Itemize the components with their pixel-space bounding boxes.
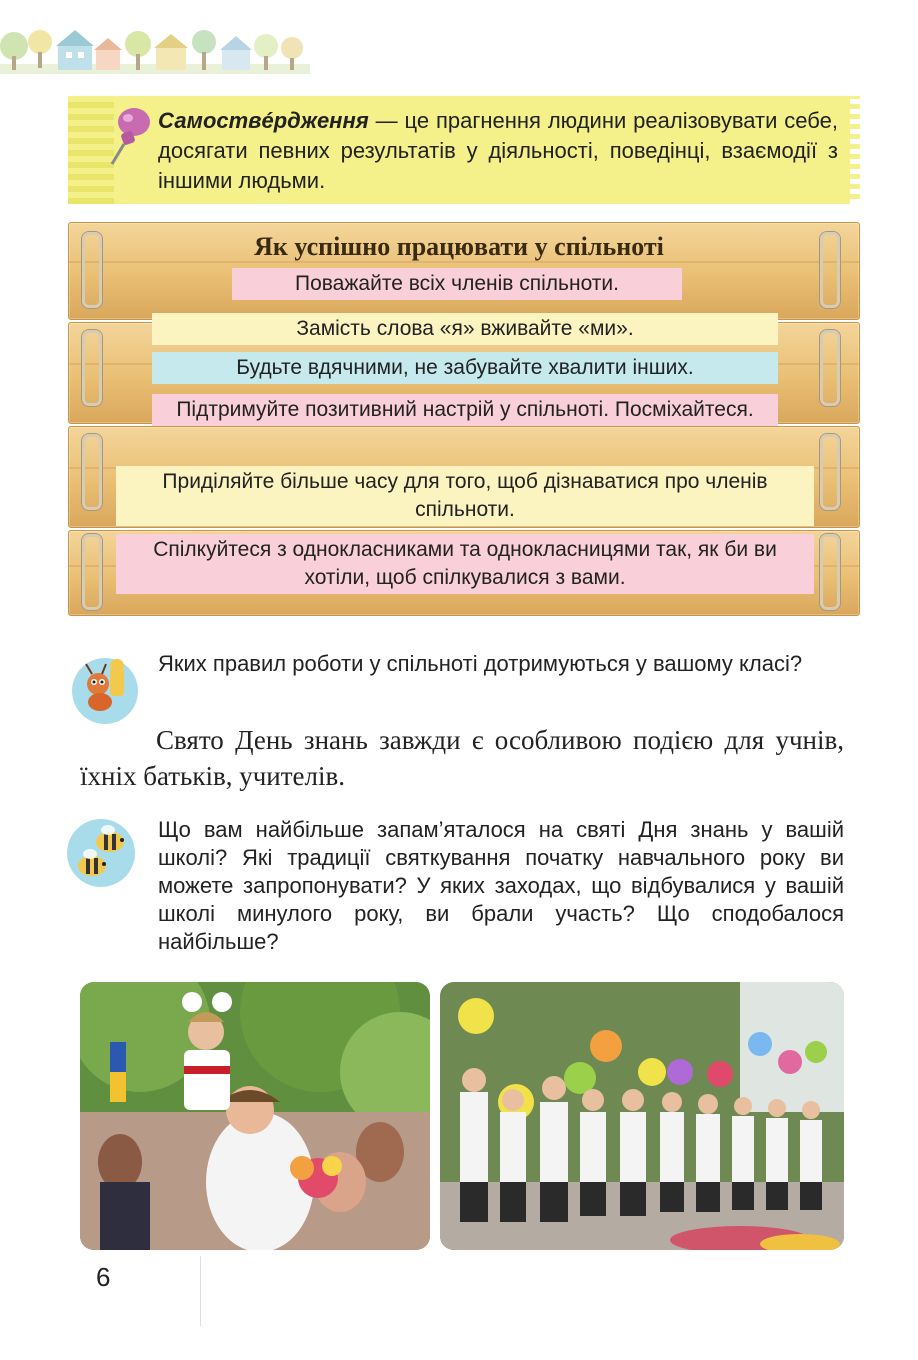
body-paragraph: Свято День знань завжди є особливою подією для учнів, їхніх батьків, учителів. — [80, 725, 844, 791]
page-number: 6 — [96, 1262, 111, 1292]
photo-first-grader-on-shoulders — [80, 982, 430, 1250]
rope-right — [820, 330, 840, 406]
definition-term: Самоствéрдження — [158, 108, 369, 133]
question-text: Яких правил роботи у спільноті дотримуються у вашому класі? — [158, 651, 803, 676]
definition-body: — це прагнення людини реалізовувати себе, досягати певних результатів у діяльності, поведінці, взаємодії з іншими людьми. — [158, 108, 838, 193]
definition-text — [158, 106, 838, 196]
definition-edge — [850, 96, 860, 204]
rule-item: Підтримуйте позитивний настрій у спільноті. Посміхайтеся. — [152, 394, 778, 426]
decorative-houses-strip — [0, 20, 310, 78]
board-title: Як успішно працювати у спільноті — [254, 232, 664, 261]
rule-item: Поважайте всіх членів спільноти. — [232, 268, 682, 300]
push-pin-icon — [104, 104, 156, 168]
rope-left — [82, 534, 102, 610]
rule-item: Спілкуйтеся з однокласниками та однокласницями так, як би ви хотіли, щоб спілкувалися з вами. — [116, 534, 814, 594]
rope-left — [82, 434, 102, 510]
bees-mascot-icon — [64, 816, 138, 890]
rope-left — [82, 330, 102, 406]
photo-pupils-with-balloons — [440, 982, 844, 1250]
question-text: Що вам найбільше запам’яталося на святі Дня знань у вашій школі? Які традиції святкування початку навчального року ви можете запропонувати? У яких заходах, що відбувалися у вашій школі минулого року, ви брали участь? Що сподобалося найбільше? — [158, 817, 844, 954]
ant-mascot-icon — [70, 656, 140, 726]
rope-right — [820, 534, 840, 610]
rule-item: Замість слова «я» вживайте «ми». — [152, 313, 778, 345]
rope-right — [820, 434, 840, 510]
page-divider — [200, 1256, 205, 1326]
rule-item: Приділяйте більше часу для того, щоб дізнаватися про членів спільноти. — [116, 466, 814, 526]
rule-item: Будьте вдячними, не забувайте хвалити інших. — [152, 352, 778, 384]
